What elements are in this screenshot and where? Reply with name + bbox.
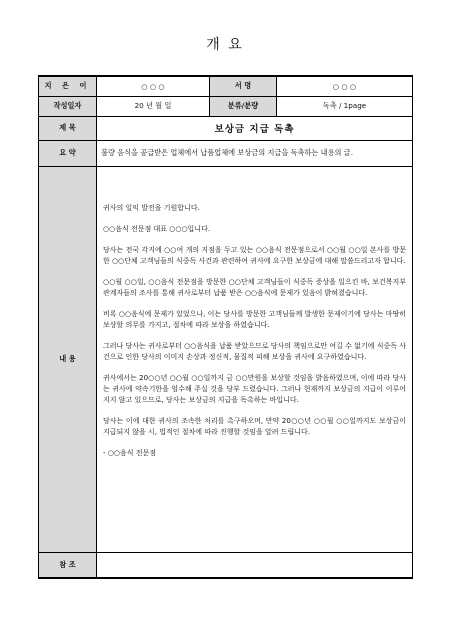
subject-label: 제 목	[39, 116, 97, 140]
letter-paragraph: 그러나 당사는 귀사로부터 ○○음식을 납품 받았으므로 당사의 책임으로만 여길 수 없기에 식중독 사건으로 인한 당사의 이미지 손상과 정신적, 물질적 피해 보상을 귀사에 요구하였습니다.	[103, 341, 406, 361]
subject-value: 보상금 지급 독촉	[97, 116, 413, 140]
letter-paragraph: 당사는 이에 대한 귀사의 조속한 처리를 촉구하오며, 만약 20○○년 ○○월 ○○일까지도 보상금이 지급되지 않을 시, 법적인 절차에 따라 진행할 것임을 알려 드립니다.	[103, 416, 406, 436]
summary-value: 불량 음식을 공급받은 업체에서 납품업체에 보상금의 지급을 독촉하는 내용의 글.	[97, 140, 413, 166]
reference-row	[39, 552, 413, 578]
document-title: 개 요	[206, 37, 244, 53]
content-label: 내 용	[39, 166, 97, 552]
letter-body	[97, 166, 413, 552]
letter-paragraph: 비록 ○○음식에 문제가 있었으나, 이는 당사를 방문한 고객님들께 발생한 문제이기에 당사는 마땅히 보상할 의무를 가지고, 절차에 따라 보상을 하였습니다.	[103, 309, 406, 329]
letter-paragraph: ○○음식 전문점 대표 ○○○입니다.	[103, 224, 211, 233]
reference-value	[97, 552, 413, 578]
date-value: 20 년 월 일	[97, 96, 210, 116]
category-label: 분류/분량	[210, 96, 277, 116]
reference-label: 참 조	[39, 552, 97, 578]
letter-paragraph: 귀사에서는 20○○년 ○○월 ○○일까지 금 ○○만원을 보상할 것임을 밝음하였으며, 이에 따라 당사는 귀사에 약속기한을 엄수해 주실 것을 당부 드렸습니다. 그러나 현재까지 보상금의 지급이 이루어지지 않고 있으므로, 당사는 보상금의 지급을 독촉하는 바입니다.	[103, 373, 406, 404]
date-label: 작성일자	[39, 96, 97, 116]
letter-signoff: - ○○음식 전문점	[103, 448, 157, 457]
author-row	[39, 76, 413, 96]
author-value: ○ ○ ○	[97, 76, 210, 96]
subject-row	[39, 116, 413, 140]
signature-label: 서 명	[210, 76, 277, 96]
signature-value: ○ ○ ○	[277, 76, 413, 96]
date-row	[39, 96, 413, 116]
category-value: 독촉 / 1page	[277, 96, 413, 116]
letter-paragraph: 귀사의 일익 발전을 기원합니다.	[103, 203, 200, 212]
author-label: 지 은 이	[39, 76, 97, 96]
summary-label: 요 약	[39, 140, 97, 166]
letter-paragraph: 당사는 전국 각지에 ○○여 개의 지점을 두고 있는 ○○음식 전문점으로서 ○○월 ○○일 본사를 방문한 ○○단체 고객님들의 식중독 사건과 관련하여 귀사에 요구한 보상금에 대해 말씀드리고자 합니다.	[103, 245, 406, 265]
summary-form	[38, 75, 413, 579]
summary-row	[39, 140, 413, 166]
letter-paragraph: ○○월 ○○일, ○○음식 전문점을 방문한 ○○단체 고객님들이 식중독 증상을 일으킨 바, 보건복지부 관계자들의 조사를 통해 귀사로부터 납품 받은 ○○음식에 문제가 있음이 밝혀졌습니다.	[103, 277, 406, 297]
content-row	[39, 166, 413, 552]
